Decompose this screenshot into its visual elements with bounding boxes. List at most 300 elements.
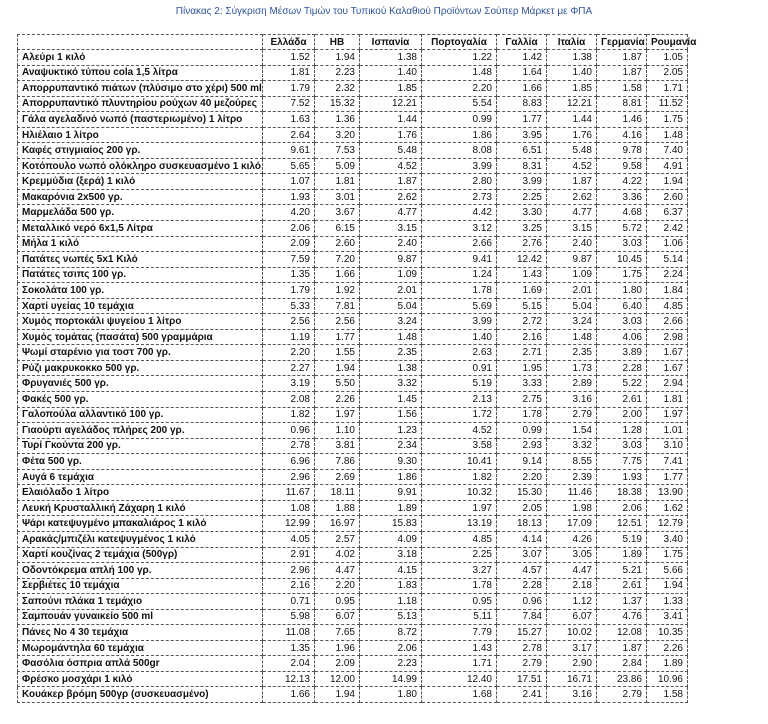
- price-cell: 3.24: [547, 314, 597, 330]
- price-cell: 1.79: [263, 81, 315, 97]
- price-cell: 4.77: [360, 205, 422, 221]
- table-row: [18, 189, 688, 205]
- price-cell: 12.13: [263, 671, 315, 687]
- table-row: [18, 500, 688, 516]
- table-row: [18, 547, 688, 563]
- table-row: [18, 205, 688, 221]
- table-row: [18, 578, 688, 594]
- price-cell: 1.94: [647, 174, 688, 190]
- price-cell: 2.01: [547, 283, 597, 299]
- price-cell: 4.16: [597, 127, 647, 143]
- price-cell: 5.33: [263, 298, 315, 314]
- price-cell: 2.57: [315, 531, 360, 547]
- price-cell: 1.94: [315, 360, 360, 376]
- price-cell: 1.58: [597, 81, 647, 97]
- price-cell: 2.20: [497, 469, 547, 485]
- price-cell: 3.40: [647, 531, 688, 547]
- price-cell: 7.59: [263, 252, 315, 268]
- table-caption: Πίνακας 2: Σύγκριση Μέσων Τιμών του Τυπικού Καλαθιού Προϊόντων Σούπερ Μάρκετ με ΦΠΑ: [175, 6, 593, 17]
- price-cell: 15.27: [497, 625, 547, 641]
- price-cell: 4.22: [597, 174, 647, 190]
- price-cell: 4.02: [315, 547, 360, 563]
- price-cell: 1.23: [360, 423, 422, 439]
- price-cell: 1.72: [422, 407, 497, 423]
- price-cell: 3.27: [422, 563, 497, 579]
- price-cell: 0.96: [497, 594, 547, 610]
- price-cell: 8.55: [547, 454, 597, 470]
- price-cell: 5.22: [597, 376, 647, 392]
- price-cell: 4.47: [547, 563, 597, 579]
- price-cell: 1.81: [315, 174, 360, 190]
- price-cell: 5.48: [360, 143, 422, 159]
- price-cell: 4.85: [422, 531, 497, 547]
- price-cell: 4.68: [597, 205, 647, 221]
- table-row: [18, 687, 688, 703]
- price-cell: 1.67: [647, 360, 688, 376]
- price-cell: 2.00: [597, 407, 647, 423]
- product-name-cell: Αυγά 6 τεμάχια: [18, 469, 263, 485]
- product-name-cell: Χαρτί υγείας 10 τεμάχια: [18, 298, 263, 314]
- table-row: [18, 252, 688, 268]
- price-cell: 0.95: [315, 594, 360, 610]
- price-cell: 2.60: [315, 236, 360, 252]
- price-cell: 1.12: [547, 594, 597, 610]
- price-cell: 9.87: [360, 252, 422, 268]
- header-country: Ρουμανία: [647, 35, 688, 50]
- price-cell: 1.44: [360, 112, 422, 128]
- price-cell: 12.00: [315, 671, 360, 687]
- price-cell: 10.32: [422, 485, 497, 501]
- price-cell: 2.56: [315, 314, 360, 330]
- price-cell: 1.35: [263, 267, 315, 283]
- price-cell: 23.86: [597, 671, 647, 687]
- product-name-cell: Καφές στιγμιαίος 200 γρ.: [18, 143, 263, 159]
- price-cell: 3.16: [547, 392, 597, 408]
- price-cell: 10.35: [647, 625, 688, 641]
- price-cell: 2.62: [360, 189, 422, 205]
- price-cell: 1.92: [315, 283, 360, 299]
- price-cell: 1.38: [360, 50, 422, 66]
- price-cell: 3.03: [597, 438, 647, 454]
- price-cell: 18.38: [597, 485, 647, 501]
- price-cell: 17.09: [547, 516, 597, 532]
- price-cell: 1.75: [597, 267, 647, 283]
- price-cell: 0.96: [263, 423, 315, 439]
- price-cell: 2.40: [360, 236, 422, 252]
- price-cell: 7.84: [497, 609, 547, 625]
- price-cell: 3.03: [597, 314, 647, 330]
- price-cell: 1.18: [360, 594, 422, 610]
- price-cell: 2.62: [547, 189, 597, 205]
- price-cell: 1.07: [263, 174, 315, 190]
- price-cell: 2.35: [547, 345, 597, 361]
- table-row: [18, 298, 688, 314]
- price-cell: 2.16: [263, 578, 315, 594]
- price-cell: 1.48: [422, 65, 497, 81]
- header-country: Γερμανία: [597, 35, 647, 50]
- price-cell: 2.28: [497, 578, 547, 594]
- price-cell: 1.28: [597, 423, 647, 439]
- price-cell: 5.04: [360, 298, 422, 314]
- price-cell: 1.35: [263, 640, 315, 656]
- price-cell: 4.20: [263, 205, 315, 221]
- table-row: [18, 516, 688, 532]
- table-row: [18, 314, 688, 330]
- product-name-cell: Ρύζι μακρυκοκκο 500 γρ.: [18, 360, 263, 376]
- price-cell: 1.94: [647, 578, 688, 594]
- price-cell: 1.66: [263, 687, 315, 703]
- price-cell: 3.05: [547, 547, 597, 563]
- table-row: [18, 81, 688, 97]
- price-cell: 9.91: [360, 485, 422, 501]
- price-cell: 1.75: [647, 547, 688, 563]
- table-row: [18, 174, 688, 190]
- price-cell: 11.46: [547, 485, 597, 501]
- price-cell: 1.77: [647, 469, 688, 485]
- price-cell: 9.87: [547, 252, 597, 268]
- price-cell: 1.97: [315, 407, 360, 423]
- price-cell: 12.99: [263, 516, 315, 532]
- price-cell: 1.01: [647, 423, 688, 439]
- price-cell: 2.69: [315, 469, 360, 485]
- price-cell: 1.87: [597, 640, 647, 656]
- table-row: [18, 158, 688, 174]
- price-cell: 1.08: [263, 500, 315, 516]
- product-name-cell: Αλεύρι 1 κιλό: [18, 50, 263, 66]
- price-cell: 5.13: [360, 609, 422, 625]
- price-cell: 3.32: [547, 438, 597, 454]
- price-cell: 2.98: [647, 329, 688, 345]
- price-cell: 1.94: [315, 687, 360, 703]
- price-cell: 8.81: [597, 96, 647, 112]
- price-cell: 1.96: [315, 640, 360, 656]
- price-cell: 4.09: [360, 531, 422, 547]
- product-name-cell: Φρυγανιές 500 γρ.: [18, 376, 263, 392]
- price-cell: 1.77: [497, 112, 547, 128]
- table-row: [18, 485, 688, 501]
- price-cell: 2.06: [263, 221, 315, 237]
- price-cell: 5.15: [497, 298, 547, 314]
- price-cell: 0.99: [497, 423, 547, 439]
- price-cell: 5.19: [597, 531, 647, 547]
- product-name-cell: Απορρυπαντικό πλυντηρίου ρούχων 40 μεζούρες: [18, 96, 263, 112]
- product-name-cell: Απορρυπαντικό πιάτων (πλύσιμο στο χέρι) 500 ml: [18, 81, 263, 97]
- price-cell: 9.41: [422, 252, 497, 268]
- price-cell: 7.52: [263, 96, 315, 112]
- price-cell: 3.99: [497, 174, 547, 190]
- price-cell: 2.20: [263, 345, 315, 361]
- table-row: [18, 96, 688, 112]
- price-cell: 3.30: [497, 205, 547, 221]
- price-cell: 12.21: [547, 96, 597, 112]
- table-header: [18, 35, 697, 50]
- price-cell: 3.36: [597, 189, 647, 205]
- price-cell: 1.78: [497, 407, 547, 423]
- price-cell: 2.32: [315, 81, 360, 97]
- price-cell: 3.81: [315, 438, 360, 454]
- price-cell: 1.87: [597, 50, 647, 66]
- price-cell: 1.81: [263, 65, 315, 81]
- table-row: [18, 407, 688, 423]
- price-cell: 1.76: [360, 127, 422, 143]
- price-cell: 7.65: [315, 625, 360, 641]
- price-cell: 2.39: [547, 469, 597, 485]
- price-cell: 2.96: [263, 469, 315, 485]
- price-cell: 0.95: [422, 594, 497, 610]
- price-cell: 1.67: [647, 345, 688, 361]
- price-cell: 10.45: [597, 252, 647, 268]
- price-cell: 2.20: [422, 81, 497, 97]
- table-row: [18, 267, 688, 283]
- price-cell: 2.06: [597, 500, 647, 516]
- price-cell: 1.80: [597, 283, 647, 299]
- price-cell: 6.37: [647, 205, 688, 221]
- price-cell: 7.86: [315, 454, 360, 470]
- price-cell: 8.72: [360, 625, 422, 641]
- price-cell: 3.25: [497, 221, 547, 237]
- price-cell: 1.98: [547, 500, 597, 516]
- price-cell: 2.05: [647, 65, 688, 81]
- product-name-cell: Ηλιέλαιο 1 λίτρο: [18, 127, 263, 143]
- price-cell: 1.42: [497, 50, 547, 66]
- price-cell: 1.58: [647, 687, 688, 703]
- price-cell: 1.76: [547, 127, 597, 143]
- price-cell: 1.43: [497, 267, 547, 283]
- price-cell: 11.67: [263, 485, 315, 501]
- price-cell: 4.06: [597, 329, 647, 345]
- price-cell: 12.42: [497, 252, 547, 268]
- table-row: [18, 329, 688, 345]
- price-cell: 0.91: [422, 360, 497, 376]
- price-cell: 1.66: [315, 267, 360, 283]
- price-cell: 8.83: [497, 96, 547, 112]
- product-name-cell: Σαπούνι πλάκα 1 τεμάχιο: [18, 594, 263, 610]
- price-cell: 5.54: [422, 96, 497, 112]
- price-cell: 2.75: [497, 392, 547, 408]
- price-cell: 1.83: [360, 578, 422, 594]
- price-cell: 5.98: [263, 609, 315, 625]
- price-cell: 3.10: [647, 438, 688, 454]
- price-cell: 2.24: [647, 267, 688, 283]
- price-cell: 7.81: [315, 298, 360, 314]
- table-row: [18, 438, 688, 454]
- price-cell: 3.20: [315, 127, 360, 143]
- price-cell: 5.72: [597, 221, 647, 237]
- price-cell: 1.87: [360, 174, 422, 190]
- product-name-cell: Μεταλλικό νερό 6x1,5 Λίτρα: [18, 221, 263, 237]
- price-cell: 1.09: [360, 267, 422, 283]
- product-name-cell: Γαλοπούλα αλλαντικό 100 γρ.: [18, 407, 263, 423]
- price-cell: 3.95: [497, 127, 547, 143]
- price-cell: 1.22: [422, 50, 497, 66]
- price-cell: 2.18: [547, 578, 597, 594]
- price-cell: 2.40: [547, 236, 597, 252]
- price-cell: 1.37: [597, 594, 647, 610]
- product-name-cell: Λευκή Κρυσταλλική Ζάχαρη 1 κιλό: [18, 500, 263, 516]
- product-name-cell: Χαρτί κουζίνας 2 τεμάχια (500γρ): [18, 547, 263, 563]
- header-country: Ιταλία: [547, 35, 597, 50]
- price-cell: 2.56: [263, 314, 315, 330]
- product-name-cell: Γάλα αγελαδινό νωπό (παστεριωμένο) 1 λίτρο: [18, 112, 263, 128]
- table-row: [18, 625, 688, 641]
- price-cell: 1.82: [263, 407, 315, 423]
- price-cell: 1.05: [647, 50, 688, 66]
- price-cell: 1.40: [547, 65, 597, 81]
- price-cell: 1.40: [360, 65, 422, 81]
- price-cell: 2.26: [315, 392, 360, 408]
- price-cell: 1.94: [315, 50, 360, 66]
- price-cell: 5.19: [422, 376, 497, 392]
- product-name-cell: Ψάρι κατεψυγμένο μπακαλιάρος 1 κιλό: [18, 516, 263, 532]
- product-name-cell: Μήλα 1 κιλό: [18, 236, 263, 252]
- table-row: [18, 563, 688, 579]
- product-name-cell: Πατάτες τσιπς 100 γρ.: [18, 267, 263, 283]
- price-cell: 1.93: [263, 189, 315, 205]
- price-cell: 0.71: [263, 594, 315, 610]
- table-row: [18, 392, 688, 408]
- price-cell: 1.85: [360, 81, 422, 97]
- price-cell: 4.26: [547, 531, 597, 547]
- price-cell: 2.01: [360, 283, 422, 299]
- price-cell: 1.63: [263, 112, 315, 128]
- price-cell: 5.21: [597, 563, 647, 579]
- price-cell: 1.97: [647, 407, 688, 423]
- price-cell: 2.04: [263, 656, 315, 672]
- price-cell: 6.15: [315, 221, 360, 237]
- price-cell: 1.45: [360, 392, 422, 408]
- price-cell: 5.65: [263, 158, 315, 174]
- price-cell: 4.42: [422, 205, 497, 221]
- header-country: Πορτογαλία: [422, 35, 497, 50]
- price-cell: 3.24: [360, 314, 422, 330]
- price-cell: 6.96: [263, 454, 315, 470]
- product-name-cell: Αρακάς/μπιζέλι κατεψυγμένος 1 κιλό: [18, 531, 263, 547]
- price-cell: 2.09: [315, 656, 360, 672]
- price-cell: 6.07: [315, 609, 360, 625]
- price-cell: 1.78: [422, 578, 497, 594]
- price-cell: 1.48: [547, 329, 597, 345]
- price-cell: 2.63: [422, 345, 497, 361]
- table-row: [18, 531, 688, 547]
- header-country: Ισπανία: [360, 35, 422, 50]
- price-cell: 3.17: [547, 640, 597, 656]
- price-cell: 1.87: [547, 174, 597, 190]
- price-cell: 2.89: [547, 376, 597, 392]
- table-row: [18, 127, 688, 143]
- price-cell: 1.79: [263, 283, 315, 299]
- price-cell: 3.33: [497, 376, 547, 392]
- price-cell: 2.79: [597, 687, 647, 703]
- price-cell: 1.56: [360, 407, 422, 423]
- price-cell: 1.55: [315, 345, 360, 361]
- price-cell: 2.60: [647, 189, 688, 205]
- price-cell: 1.38: [360, 360, 422, 376]
- price-cell: 7.40: [647, 143, 688, 159]
- product-name-cell: Τυρί Γκούντα 200 γρ.: [18, 438, 263, 454]
- price-cell: 7.20: [315, 252, 360, 268]
- price-cell: 3.15: [547, 221, 597, 237]
- price-cell: 4.91: [647, 158, 688, 174]
- price-cell: 12.21: [360, 96, 422, 112]
- price-cell: 5.11: [422, 609, 497, 625]
- price-cell: 1.84: [647, 283, 688, 299]
- price-cell: 2.66: [422, 236, 497, 252]
- price-cell: 4.05: [263, 531, 315, 547]
- price-cell: 3.12: [422, 221, 497, 237]
- price-cell: 1.68: [422, 687, 497, 703]
- price-cell: 1.88: [315, 500, 360, 516]
- price-cell: 10.96: [647, 671, 688, 687]
- price-cell: 4.52: [360, 158, 422, 174]
- price-cell: 1.97: [422, 500, 497, 516]
- price-cell: 17.51: [497, 671, 547, 687]
- table-row: [18, 454, 688, 470]
- price-cell: 1.48: [647, 127, 688, 143]
- table-body: [18, 50, 688, 703]
- price-cell: 2.23: [315, 65, 360, 81]
- price-cell: 12.79: [647, 516, 688, 532]
- price-cell: 4.52: [547, 158, 597, 174]
- price-cell: 5.66: [647, 563, 688, 579]
- table-row: [18, 345, 688, 361]
- product-name-cell: Ελαιόλαδο 1 λίτρο: [18, 485, 263, 501]
- price-cell: 5.14: [647, 252, 688, 268]
- price-cell: 2.84: [597, 656, 647, 672]
- price-cell: 1.44: [547, 112, 597, 128]
- price-cell: 9.30: [360, 454, 422, 470]
- price-cell: 7.53: [315, 143, 360, 159]
- price-cell: 3.16: [547, 687, 597, 703]
- table-row: [18, 50, 688, 66]
- product-name-cell: Χυμός τομάτας (πασάτα) 500 γραμμάρια: [18, 329, 263, 345]
- price-cell: 2.28: [597, 360, 647, 376]
- price-cell: 1.54: [547, 423, 597, 439]
- price-cell: 12.40: [422, 671, 497, 687]
- price-cell: 9.78: [597, 143, 647, 159]
- price-cell: 5.09: [315, 158, 360, 174]
- price-cell: 3.18: [360, 547, 422, 563]
- price-cell: 9.58: [597, 158, 647, 174]
- price-cell: 1.75: [647, 112, 688, 128]
- price-cell: 2.08: [263, 392, 315, 408]
- price-cell: 0.99: [422, 112, 497, 128]
- price-cell: 4.57: [497, 563, 547, 579]
- product-name-cell: Σερβιέτες 10 τεμάχια: [18, 578, 263, 594]
- price-cell: 1.64: [497, 65, 547, 81]
- price-cell: 1.86: [360, 469, 422, 485]
- price-cell: 2.91: [263, 547, 315, 563]
- price-cell: 5.48: [547, 143, 597, 159]
- price-cell: 1.71: [422, 656, 497, 672]
- price-cell: 7.41: [647, 454, 688, 470]
- table-row: [18, 376, 688, 392]
- table-row: [18, 112, 688, 128]
- price-cell: 1.33: [647, 594, 688, 610]
- product-name-cell: Φρέσκο μοσχάρι 1 κιλό: [18, 671, 263, 687]
- table-row: [18, 671, 688, 687]
- table-row: [18, 65, 688, 81]
- price-cell: 1.80: [360, 687, 422, 703]
- price-cell: 2.94: [647, 376, 688, 392]
- price-cell: 14.99: [360, 671, 422, 687]
- price-cell: 4.76: [597, 609, 647, 625]
- price-cell: 13.19: [422, 516, 497, 532]
- product-name-cell: Μωρομάντηλα 60 τεμάχια: [18, 640, 263, 656]
- price-cell: 1.40: [422, 329, 497, 345]
- table-row: [18, 360, 688, 376]
- price-cell: 1.38: [547, 50, 597, 66]
- header-country: Ελλάδα: [263, 35, 315, 50]
